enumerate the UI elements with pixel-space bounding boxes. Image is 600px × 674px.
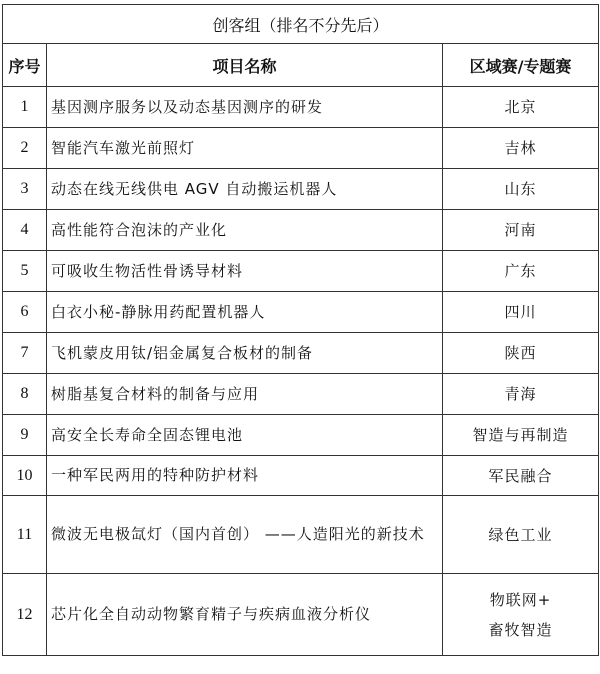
- table-row: [3, 374, 599, 415]
- region-line: 物联网+: [489, 590, 552, 609]
- row-number: 5: [3, 251, 47, 292]
- table-row: [3, 456, 599, 496]
- row-number: 1: [3, 87, 47, 128]
- project-name: 一种军民两用的特种防护材料: [47, 456, 443, 496]
- row-number: 8: [3, 374, 47, 415]
- region: 青海: [443, 374, 599, 415]
- header-project-name: 项目名称: [47, 44, 443, 87]
- header-number: 序号: [3, 44, 47, 87]
- header-region: 区域赛/专题赛: [443, 44, 599, 87]
- region: 四川: [443, 292, 599, 333]
- region: 智造与再制造: [443, 415, 599, 456]
- table-row: [3, 128, 599, 169]
- table-row: [3, 496, 599, 574]
- project-name: 高安全长寿命全固态锂电池: [47, 415, 443, 456]
- region: [443, 574, 599, 656]
- row-number: 9: [3, 415, 47, 456]
- row-number: 12: [3, 574, 47, 656]
- table-row: [3, 292, 599, 333]
- row-number: 7: [3, 333, 47, 374]
- region: 山东: [443, 169, 599, 210]
- results-table: [2, 4, 599, 656]
- table-row: [3, 574, 599, 656]
- project-name: 白衣小秘-静脉用药配置机器人: [47, 292, 443, 333]
- table-row: [3, 333, 599, 374]
- row-number: 3: [3, 169, 47, 210]
- title-row: [3, 5, 599, 44]
- table-title: 创客组（排名不分先后）: [3, 5, 599, 44]
- row-number: 10: [3, 456, 47, 496]
- header-row: [3, 44, 599, 87]
- project-name: 微波无电极氙灯（国内首创） ——人造阳光的新技术: [47, 496, 443, 574]
- project-name: 飞机蒙皮用钛/铝金属复合板材的制备: [47, 333, 443, 374]
- project-name: 可吸收生物活性骨诱导材料: [47, 251, 443, 292]
- project-name: 树脂基复合材料的制备与应用: [47, 374, 443, 415]
- region: 广东: [443, 251, 599, 292]
- row-number: 2: [3, 128, 47, 169]
- region-line: 畜牧智造: [488, 620, 553, 639]
- table-row: [3, 169, 599, 210]
- row-number: 11: [3, 496, 47, 574]
- row-number: 6: [3, 292, 47, 333]
- region: 吉林: [443, 128, 599, 169]
- project-name: 智能汽车激光前照灯: [47, 128, 443, 169]
- table-row: [3, 210, 599, 251]
- row-number: 4: [3, 210, 47, 251]
- region: 北京: [443, 87, 599, 128]
- region: 河南: [443, 210, 599, 251]
- project-name: 高性能符合泡沫的产业化: [47, 210, 443, 251]
- project-name: 动态在线无线供电 AGV 自动搬运机器人: [47, 169, 443, 210]
- region: 军民融合: [443, 456, 599, 496]
- region: 绿色工业: [443, 496, 599, 574]
- table-row: [3, 251, 599, 292]
- region: 陕西: [443, 333, 599, 374]
- project-name: 基因测序服务以及动态基因测序的研发: [47, 87, 443, 128]
- project-name: 芯片化全自动动物繁育精子与疾病血液分析仪: [47, 574, 443, 656]
- table-row: [3, 415, 599, 456]
- table-row: [3, 87, 599, 128]
